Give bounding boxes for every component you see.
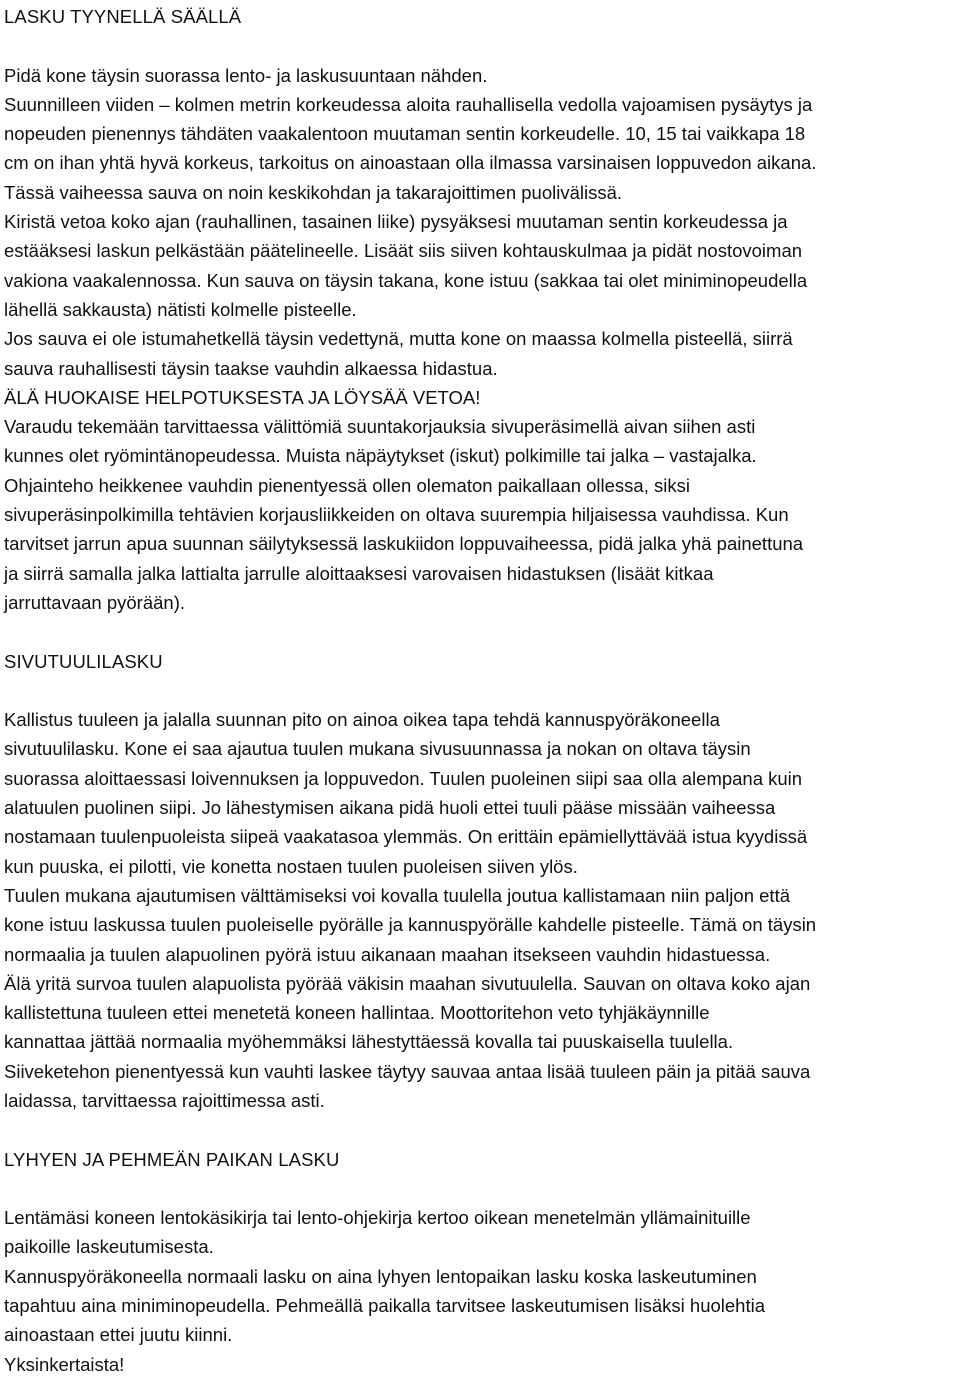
paragraph-line: alatuulen puolinen siipi. Jo lähestymisen aikana pidä huoli ettei tuuli pääse missään vaiheessa: [4, 797, 776, 819]
paragraph-line: paikoille laskeutumisesta.: [4, 1236, 214, 1258]
paragraph-line: sivutuulilasku. Kone ei saa ajautua tuulen mukana sivusuunnassa ja nokan on oltava täysin: [4, 738, 751, 760]
paragraph-line: vakiona vaakalennossa. Kun sauva on täysin takana, kone istuu (sakkaa tai olet miniminopeudella: [4, 269, 808, 291]
paragraph-line: kunnes olet ryömintänopeudessa. Muista näpäytykset (iskut) polkimille tai jalka – vastajalka.: [4, 445, 757, 467]
paragraph-line: estääksesi laskun pelkästään päätelineelle. Lisäät siis siiven kohtauskulmaa ja pidät nostovoiman: [4, 240, 803, 262]
paragraph-line: Lentämäsi koneen lentokäsikirja tai lento-ohjekirja kertoo oikean menetelmän yllämainituille: [4, 1207, 751, 1229]
paragraph-line: nopeuden pienennys tähdäten vaakalentoon muutaman sentin korkeudelle. 10, 15 tai vaikkapa 18: [4, 123, 806, 145]
paragraph-line: Kallistus tuuleen ja jalalla suunnan pito on ainoa oikea tapa tehdä kannuspyöräkoneella: [4, 709, 720, 731]
paragraph-line: cm on ihan yhtä hyvä korkeus, tarkoitus on ainoastaan olla ilmassa varsinaisen loppuvedon aikana.: [4, 152, 817, 174]
section: [4, 2, 954, 617]
paragraph-line: suorassa aloittaessasi loivennuksen ja loppuvedon. Tuulen puoleinen siipi saa olla alempana kuin: [4, 767, 803, 789]
section: [4, 617, 954, 1115]
paragraph-line: Tässä vaiheessa sauva on noin keskikohdan ja takarajoittimen puolivälissä.: [4, 181, 623, 203]
section-heading: LASKU TYYNELLÄ SÄÄLLÄ: [4, 6, 242, 27]
paragraph-line: Älä yritä survoa tuulen alapuolista pyörää väkisin maahan sivutuulella. Sauvan on oltava koko ajan: [4, 972, 811, 994]
paragraph-line: kone istuu laskussa tuulen puoleiselle pyörälle ja kannuspyörälle kahdelle pisteelle. Tämä on täysin: [4, 914, 817, 936]
paragraph-line: Kiristä vetoa koko ajan (rauhallinen, tasainen liike) pysyäksesi muutaman sentin korkeudessa ja: [4, 211, 788, 233]
paragraph-line: tarvitset jarrun apua suunnan säilytyksessä laskukiidon loppuvaiheessa, pidä jalka yhä painettuna: [4, 533, 804, 555]
paragraph-line: ainoastaan ettei juutu kiinni.: [4, 1324, 233, 1346]
section-heading: SIVUTUULILASKU: [4, 650, 163, 672]
spacer: [4, 617, 954, 646]
paragraph-line: jarruttavaan pyörään).: [4, 591, 185, 613]
spacer: [4, 1174, 954, 1203]
paragraph-line: Kannuspyöräkoneella normaali lasku on aina lyhyen lentopaikan lasku koska laskeutuminen: [4, 1265, 757, 1287]
paragraph-line: kun puuska, ei pilotti, vie konetta nostaen tuulen puoleisen siiven ylös.: [4, 855, 578, 877]
paragraph-line: laidassa, tarvittaessa rajoittimessa asti.: [4, 1089, 325, 1111]
section-heading: LYHYEN JA PEHMEÄN PAIKAN LASKU: [4, 1148, 340, 1170]
paragraph-line: sauva rauhallisesti täysin taakse vauhdin alkaessa hidastua.: [4, 357, 498, 379]
paragraph-line: nostamaan tuulenpuoleista siipeä vaakatasoa ylemmäs. On erittäin epämiellyttävää istua kyydissä: [4, 826, 808, 848]
paragraph-line: Jos sauva ei ole istumahetkellä täysin vedettynä, mutta kone on maassa kolmella pisteellä, siirrä: [4, 328, 793, 350]
paragraph-line: tapahtuu aina miniminopeudella. Pehmeällä paikalla tarvitsee laskeutumisen lisäksi huolehtia: [4, 1295, 766, 1317]
paragraph-line: sivuperäsinpolkimilla tehtävien korjausliikkeiden on oltava suurempia hiljaisessa vauhdissa. Kun: [4, 504, 789, 526]
paragraph-line: ja siirrä samalla jalka lattialta jarrulle aloittaaksesi varovaisen hidastuksen (lisäät kitkaa: [4, 562, 714, 584]
spacer: [4, 676, 954, 705]
paragraph-line: kannattaa jättää normaalia myöhemmäksi lähestyttäessä kovalla tai puuskaisella tuulella.: [4, 1031, 734, 1053]
section: [4, 1115, 954, 1379]
paragraph-line: ÄLÄ HUOKAISE HELPOTUKSESTA JA LÖYSÄÄ VETOA!: [4, 386, 481, 408]
paragraph-line: Tuulen mukana ajautumisen välttämiseksi voi kovalla tuulella joutua kallistamaan niin paljon että: [4, 884, 790, 906]
paragraph-line: kallistettuna tuuleen ettei menetetä koneen hallintaa. Moottoritehon veto tyhjäkäynnille: [4, 1002, 710, 1024]
paragraph-line: Siiveketehon pienentyessä kun vauhti laskee täytyy sauvaa antaa lisää tuuleen päin ja pitää sauva: [4, 1060, 811, 1082]
spacer: [4, 31, 954, 60]
paragraph-line: Pidä kone täysin suorassa lento- ja laskusuuntaan nähden.: [4, 64, 488, 86]
spacer: [4, 1115, 954, 1144]
paragraph-line: Ohjainteho heikkenee vauhdin pienentyessä ollen olematon paikallaan ollessa, siksi: [4, 474, 690, 496]
document-body: [4, 2, 954, 1379]
paragraph-line: Suunnilleen viiden – kolmen metrin korkeudessa aloita rauhallisella vedolla vajoamisen pysäytys ja: [4, 93, 813, 115]
paragraph-line: Varaudu tekemään tarvittaessa välittömiä suuntakorjauksia sivuperäsimellä aivan siihen asti: [4, 416, 756, 438]
paragraph-line: lähellä sakkausta) nätisti kolmelle pisteelle.: [4, 298, 357, 320]
paragraph-line: Yksinkertaista!: [4, 1353, 125, 1375]
paragraph-line: normaalia ja tuulen alapuolinen pyörä istuu aikanaan maahan itsekseen vauhdin hidastuessa.: [4, 943, 771, 965]
